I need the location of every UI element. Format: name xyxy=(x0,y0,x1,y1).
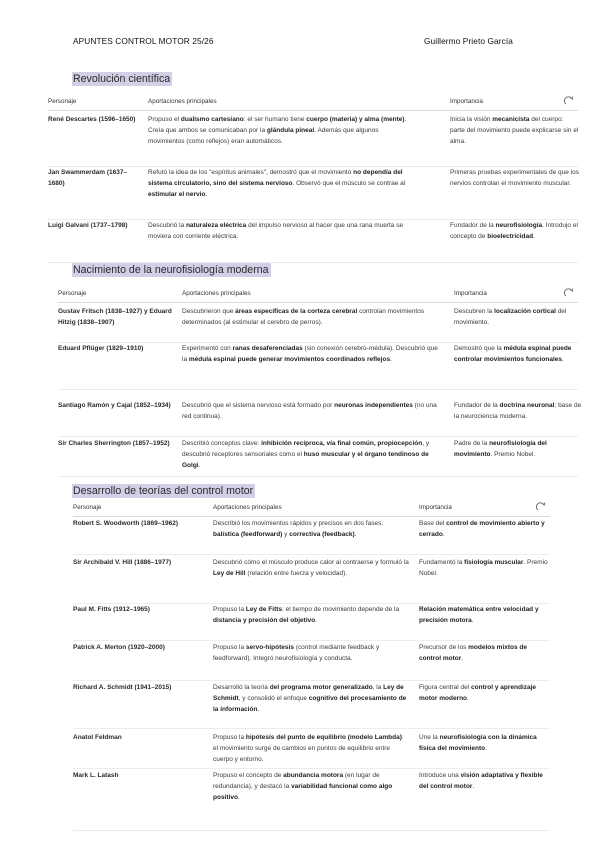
column-aportaciones-header[interactable]: Aportaciones principales xyxy=(148,98,217,105)
cell-importancia: Padre de la neurofisiología del movimiento. Premio Nobel. xyxy=(454,440,547,459)
cell-aportaciones: Descubrieron que áreas específicas de la corteza cerebral controlan movimientos determinados (al estimular el cerebro de perros). xyxy=(182,308,425,327)
cell-aportaciones: Desarrolló la teoría del programa motor generalizado, la Ley de Schmidt, y consolidó el enfoque cognitivo del procesamiento de la información. xyxy=(213,684,407,714)
table-header-row xyxy=(58,288,578,303)
table-row xyxy=(73,732,550,769)
cell-importancia: Fundamentó la fisiología muscular. Premio Nobel. xyxy=(419,559,548,578)
column-importancia-header[interactable]: Importancia xyxy=(450,98,483,105)
cell-aportaciones: Propuso la servo-hipótesis (control mediante feedback y feedforward). Integró neurofisiología y conducta. xyxy=(213,644,380,663)
cell-importancia: Primeras pruebas experimentales de que los nervios controlan el movimiento muscular. xyxy=(450,169,579,188)
cell-importancia: Figura central del control y aprendizaje motor moderno. xyxy=(419,684,537,703)
cell-importancia: Inicia la visión mecanicista del cuerpo: parte del movimiento puede explicarse sin el alma. xyxy=(450,116,579,146)
cell-aportaciones: Experimentó con ranas desaferenciadas (sin conexión cerebro-médula). Descubrió que la médula espinal puede generar movimientos coordinados reflejos. xyxy=(182,345,438,364)
section-title: Nacimiento de la neurofisiología moderna xyxy=(73,264,269,276)
table-row xyxy=(73,642,550,681)
cell-aportaciones: Propuso la hipótesis del punto de equilibrio (modelo Lambda): el movimiento surge de cambios en puntos de equilibrio entre cuerpo y entorno. xyxy=(213,734,404,764)
column-importancia-header[interactable]: Importancia xyxy=(419,504,452,511)
cell-aportaciones: Describió conceptos clave: inhibición recíproca, vía final común, propiocepción, y descubrió receptores sensoriales como el huso muscular y el órgano tendinoso de Golgi. xyxy=(182,440,430,470)
cell-personaje: Sir Charles Sherrington (1857–1952) xyxy=(58,440,170,447)
cell-personaje: Richard A. Schmidt (1941–2015) xyxy=(73,684,172,691)
column-options-icon[interactable] xyxy=(536,502,546,514)
table-row xyxy=(58,306,578,343)
cell-personaje: Anatol Feldman xyxy=(73,734,122,741)
table-row xyxy=(73,557,550,604)
cell-aportaciones: Describió los movimientos rápidos y precisos en dos fases: balística (feedforward) y correctiva (feedback). xyxy=(213,520,384,539)
column-personaje-header[interactable]: Personaje xyxy=(58,290,87,297)
cell-personaje: René Descartes (1596–1650) xyxy=(48,116,136,123)
table-row xyxy=(48,220,578,263)
cell-aportaciones: Propuso el concepto de abundancia motora (en lugar de redundancia), y destacó la variabilidad funcional como algo positivo. xyxy=(213,772,393,802)
section-title: Revolución científica xyxy=(73,73,171,85)
table-row xyxy=(48,167,578,220)
cell-personaje: Paul M. Fitts (1912–1965) xyxy=(73,606,150,613)
cell-importancia: Fundador de la neurofisiología. Introdujo el concepto de bioelectricidad. xyxy=(450,222,578,241)
cell-importancia: Introduce una visión adaptativa y flexible del control motor. xyxy=(419,772,543,791)
cell-importancia: Base del control de movimiento abierto y cerrado. xyxy=(419,520,545,539)
cell-personaje: Luigi Galvani (1737–1798) xyxy=(48,222,128,229)
cell-personaje: Sir Archibald V. Hill (1886–1977) xyxy=(73,559,172,566)
column-personaje-header[interactable]: Personaje xyxy=(48,98,77,105)
data-table xyxy=(58,288,582,476)
cell-aportaciones: Propuso la Ley de Fitts: el tiempo de movimiento depende de la distancia y precisión del objetivo. xyxy=(213,606,400,625)
document-header-author: Guillermo Prieto García xyxy=(424,36,513,46)
table-row xyxy=(73,604,550,641)
cell-aportaciones: Propuso el dualismo cartesiano: el ser humano tiene cuerpo (materia) y alma (mente). Creía que ambos se comunicaban por la glándula pineal. Además que algunos movimientos (como reflejos) eran automáticos. xyxy=(148,116,407,146)
cell-personaje: Patrick A. Merton (1920–2000) xyxy=(73,644,165,651)
cell-importancia: Fundador de la doctrina neuronal; base de la neurociencia moderna. xyxy=(454,402,582,421)
table-header-row xyxy=(73,502,550,517)
table-row xyxy=(58,400,582,437)
table-row xyxy=(73,770,550,831)
cell-aportaciones: Descubrió cómo el músculo produce calor al contraerse y formuló la Ley de Hill (relación entre fuerza y velocidad). xyxy=(213,559,409,578)
cell-personaje: Jan Swammerdam (1637–1680) xyxy=(48,169,128,188)
table-row xyxy=(73,682,550,729)
document-header-title: APUNTES CONTROL MOTOR 25/26 xyxy=(73,36,214,46)
column-aportaciones-header[interactable]: Aportaciones principales xyxy=(182,290,251,297)
cell-importancia: Relación matemática entre velocidad y precisión motora. xyxy=(419,606,539,625)
column-personaje-header[interactable]: Personaje xyxy=(73,504,102,511)
cell-personaje: Robert S. Woodworth (1869–1962) xyxy=(73,520,178,527)
column-options-icon[interactable] xyxy=(564,288,574,300)
cell-personaje: Santiago Ramón y Cajal (1852–1934) xyxy=(58,402,171,409)
table-row xyxy=(73,518,550,555)
data-table xyxy=(48,96,578,262)
cell-personaje: Gustav Fritsch (1838–1927) y Eduard Hitzig (1838–1907) xyxy=(58,308,172,327)
table-header-row xyxy=(48,96,578,111)
cell-aportaciones: Descubrió la naturaleza eléctrica del impulso nervioso al hacer que una rana muerta se moviera con corriente eléctrica. xyxy=(148,222,404,241)
cell-personaje: Eduard Pflüger (1829–1910) xyxy=(58,345,144,352)
data-table xyxy=(73,502,550,830)
cell-personaje: Mark L. Latash xyxy=(73,772,119,779)
cell-importancia: Precursor de los modelos mixtos de control motor. xyxy=(419,644,528,663)
table-row xyxy=(58,438,578,477)
column-importancia-header[interactable]: Importancia xyxy=(454,290,487,297)
column-options-icon[interactable] xyxy=(564,96,574,108)
section-title: Desarrollo de teorías del control motor xyxy=(73,485,254,497)
table-row xyxy=(58,343,578,390)
table-row xyxy=(48,114,578,167)
cell-importancia: Descubren la localización cortical del movimiento. xyxy=(454,308,567,327)
cell-importancia: Demostró que la médula espinal puede controlar movimientos funcionales. xyxy=(454,345,572,364)
cell-aportaciones: Descubrió que el sistema nervioso está formado por neuronas independientes (no una red continua). xyxy=(182,402,437,421)
cell-aportaciones: Refutó la idea de los "espíritus animales", demostró que el movimiento no dependía del sistema circulatorio, sino del sistema nervioso. Observó que el músculo se contrae al estimular el nervio. xyxy=(148,169,406,199)
cell-importancia: Une la neurofisiología con la dinámica física del movimiento. xyxy=(419,734,537,753)
column-aportaciones-header[interactable]: Aportaciones principales xyxy=(213,504,282,511)
